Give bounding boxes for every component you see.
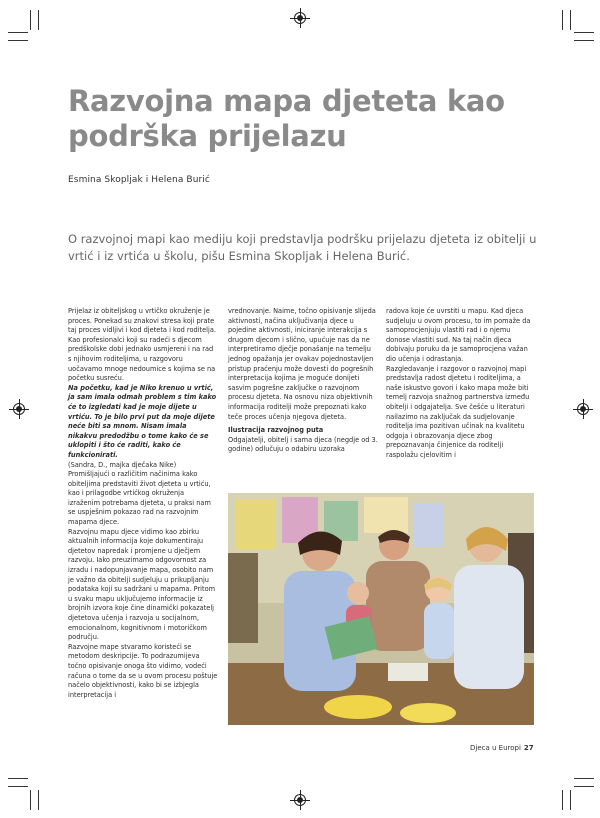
crop-mark [8, 40, 28, 41]
text-column-3 [386, 307, 536, 461]
registration-mark-icon [577, 403, 589, 415]
crop-mark [30, 790, 31, 810]
publication-name: Djeca u Europi [470, 744, 521, 752]
section-heading: Ilustracija razvojnog puta [228, 426, 324, 435]
crop-mark [38, 790, 39, 810]
registration-mark-icon [13, 403, 25, 415]
crop-mark [574, 786, 594, 787]
crop-mark [574, 40, 594, 41]
text-column-1 [68, 307, 218, 700]
paragraph: vrednovanje. Naime, točno opisivanje slijeda aktivnosti, načina uključivanja djece u pojedine aktivnosti, iniciranje interakcija s drugom djecom i slično, upućuje nas da ne interpretiramo dječje ponašanje na temelju jednog opažanja jer ovakav pojednostavljen pristup praćenju može dovesti do pogrešnih interpretacija kojima je moguće donijeti sasvim pogrešne zaključke o razvojnom procesu djeteta. Na osnovu niza objektivnih informacija roditelji može prepoznati kako teče proces učenja njegova djeteta. [228, 307, 376, 421]
crop-mark [8, 32, 28, 33]
paragraph: Razvojne mape stvaramo koristeći se metodom deskripcije. To podrazumijeva točno opisivanje onoga što vidimo, vodeći računa o tome da se u ovom procesu poštuje načelo objektivnosti, kako bi se izbjegla interpretacija i [68, 642, 218, 699]
article-title: Razvojna mapa djeteta kao podrška prijelazu [68, 84, 505, 153]
crop-mark [570, 10, 571, 30]
article-lead: O razvojnoj mapi kao mediju koji predstavlja podršku prijelazu djeteta iz obitelji u vrtić i iz vrtića u školu, pišu Esmina Skopljak i Helena Burić. [68, 232, 537, 263]
paragraph: Prijelaz iz obiteljskog u vrtičko okruženje je proces. Ponekad su znakovi stresa koji prate taj proces vidljivi i kod djeteta i kod roditelja. Kao profesionalci koji su radeći s djecom predškolske dobi jednako usmjereni i na rad s njihovim roditeljima, u razgovoru uočavamo mnoge nedoumice s kojima se na početku susreću. [68, 307, 216, 383]
crop-mark [38, 10, 39, 30]
paragraph: radova koje će uvrstiti u mapu. Kad djeca sudjeluju u ovom procesu, to im pomaže da samoprocjenjuju vlastiti rad i o njemu donose vlastiti sud. Na taj način djeca dobivaju poruku da je samoprocjena važan dio učenja i odrastanja. [386, 307, 531, 363]
crop-mark [562, 790, 563, 810]
registration-mark-icon [294, 794, 306, 806]
page-footer [470, 744, 534, 752]
crop-mark [30, 10, 31, 30]
classroom-photo [228, 493, 534, 725]
crop-mark [570, 790, 571, 810]
quote-source: (Sandra, D., majka dječaka Nike) [68, 460, 177, 469]
paragraph: Promišljajući o različitim načinima kako obiteljima predstaviti život djeteta u vrtiću, kao i prilagodbe vrtićkog okruženja izraženim potrebama djeteta, u praksi nam se uspješnim pokazao rad na razvojnim mapama djece. [68, 470, 211, 527]
crop-mark [574, 32, 594, 33]
crop-mark [8, 786, 28, 787]
text-column-2 [228, 307, 378, 455]
article-authors: Esmina Skopljak i Helena Burić [68, 175, 210, 185]
paragraph: Razvojnu mapu djece vidimo kao zbirku aktualnih informacija koje dokumentiraju djetetov napredak i promjene u dječjem razvoju. Iako preuzimamo odgovornost za izradu i nadopunjavanje mapa, osobito nam je važno da obitelji sudjeluju u prikupljanju podataka koji su sadržani u mapama. Pritom u svaku mapu uključujemo informacije iz brojnih izvora koje čine dinamički pokazatelj djetetova učenja i razvoja u socijalnom, emocionalnom, kognitivnom i motoričkom području. [68, 527, 216, 642]
page-number: 27 [523, 744, 534, 752]
crop-mark [8, 778, 28, 779]
crop-mark [574, 778, 594, 779]
crop-mark [562, 10, 563, 30]
paragraph: Odgajatelji, obitelj i sama djeca (negdje od 3. godine) odlučuju o odabiru uzoraka [228, 435, 378, 454]
paragraph: Razgledavanje i razgovor o razvojnoj mapi predstavlja radost djetetu i roditeljima, a naše iskustvo govori i kako mapa može biti temelj razvoja snažnog partnerstva između obitelji i odgajatelja. Sve češće u literaturi nailazimo na zaključak da sudjelovanje roditelja ima pozitivan učinak na kvalitetu odgoja i obrazovanja djece zbog prepoznavanja činjenice da roditelji raspolažu cjelovitim i [386, 364, 530, 459]
registration-mark-icon [294, 12, 306, 24]
quote: Na početku, kad je Niko krenuo u vrtić, ja sam imala odmah problem s tim kako će to izgledati kad je moje dijete u vrtiću. To je bilo prvi put da moje dijete neće biti sa mnom. Nisam imala nikakvu predodžbu o tome kako će se uklopiti i što će raditi, kako će funkcionirati. [68, 383, 217, 459]
